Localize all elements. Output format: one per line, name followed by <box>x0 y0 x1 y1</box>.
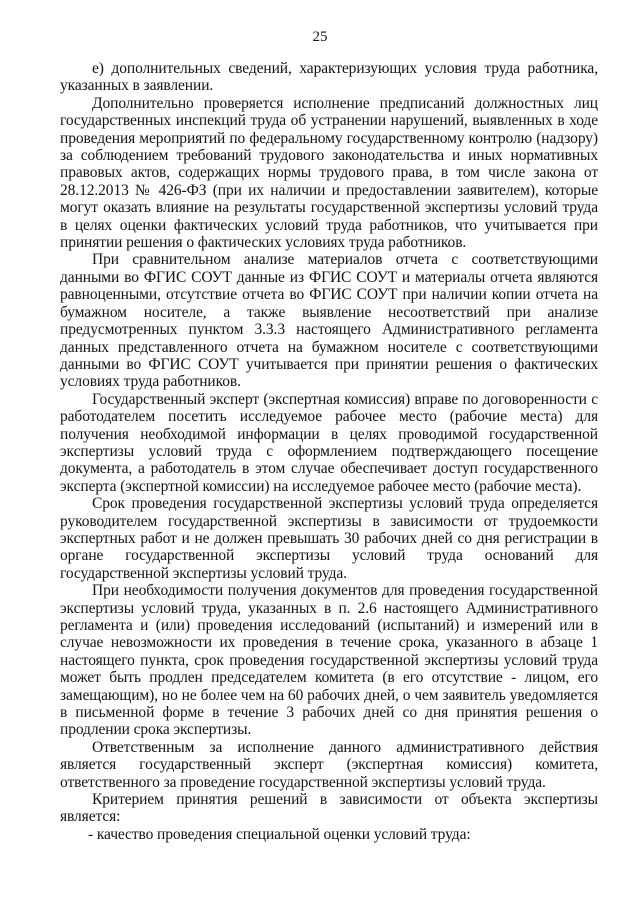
page-content <box>60 60 598 843</box>
page-number: 25 <box>312 29 328 45</box>
paragraph-criteria: Критерием принятия решений в зависимости от объекта экспертизы является: <box>60 791 598 826</box>
list-item-quality: - качество проведения специальной оценки условий труда: <box>88 825 471 843</box>
paragraph-term-extension: При необходимости получения документов для проведения государственной экспертизы условий труда, указанных в п. 2.6 настоящего Административного регламента и (или) проведения исследований (испытаний) и измерений или в случае невозможности их проведения в течение срока, указанного в абзаце 1 настоящего пункта, срок проведения государственной экспертизы условий труда может быть продлен председателем комитета (в его отсутствие - лицом, его замещающим), но не более чем на 60 рабочих дней, о чем заявитель уведомляется в письменной форме в течение 3 рабочих дней со дня принятия решения о продлении срока экспертизы. <box>60 582 598 739</box>
paragraph-additional-info: е) дополнительных сведений, характеризующих условия труда работника, указанных в заявлении. <box>60 60 598 95</box>
paragraph-responsible: Ответственным за исполнение данного административного действия является государственный эксперт (экспертная комиссия) комитета, ответственного за проведение государственной экспертизы условий труда. <box>60 738 598 791</box>
paragraph-expertise-term: Срок проведения государственной экспертизы условий труда определяется руководителем государственной экспертизы в зависимости от трудоемкости экспертных работ и не должен превышать 30 рабочих дней со дня регистрации в органе государственной экспертизы условий труда оснований для государственной экспертизы условий труда. <box>60 495 598 582</box>
paragraph-comparative-analysis: При сравнительном анализе материалов отчета с соответствующими данными во ФГИС СОУТ данные из ФГИС СОУТ и материалы отчета являются равноценными, отсутствие отчета во ФГИС СОУТ при наличии копии отчета на бумажном носителе, а также выявление несоответствий при анализе предусмотренных пунктом 3.3.3 настоящего Административного регламента данных представленного отчета на бумажном носителе с соответствующими данными во ФГИС СОУТ учитывается при принятии решения о фактических условиях труда работников. <box>60 251 598 391</box>
paragraph-inspection-check: Дополнительно проверяется исполнение предписаний должностных лиц государственных инспекций труда об устранении нарушений, выявленных в ходе проведения мероприятий по федеральному государственному контролю (надзору) за соблюдением требований трудового законодательства и иных нормативных правовых актов, содержащих нормы трудового права, в том числе закона от 28.12.2013 № 426-ФЗ (при их наличии и предоставлении заявителем), которые могут оказать влияние на результаты государственной экспертизы условий труда в целях оценки фактических условий труда работников, что учитывается при принятии решения о фактических условиях труда работников. <box>60 94 598 252</box>
paragraph-expert-visit: Государственный эксперт (экспертная комиссия) вправе по договоренности с работодателем посетить исследуемое рабочее место (рабочие места) для получения необходимой информации в целях проводимой государственной экспертизы условий труда с оформлением подтверждающего посещение документа, а работодатель в этом случае обеспечивает доступ государственного эксперта (экспертной комиссии) на исследуемое рабочее место (рабочие места). <box>60 390 598 495</box>
